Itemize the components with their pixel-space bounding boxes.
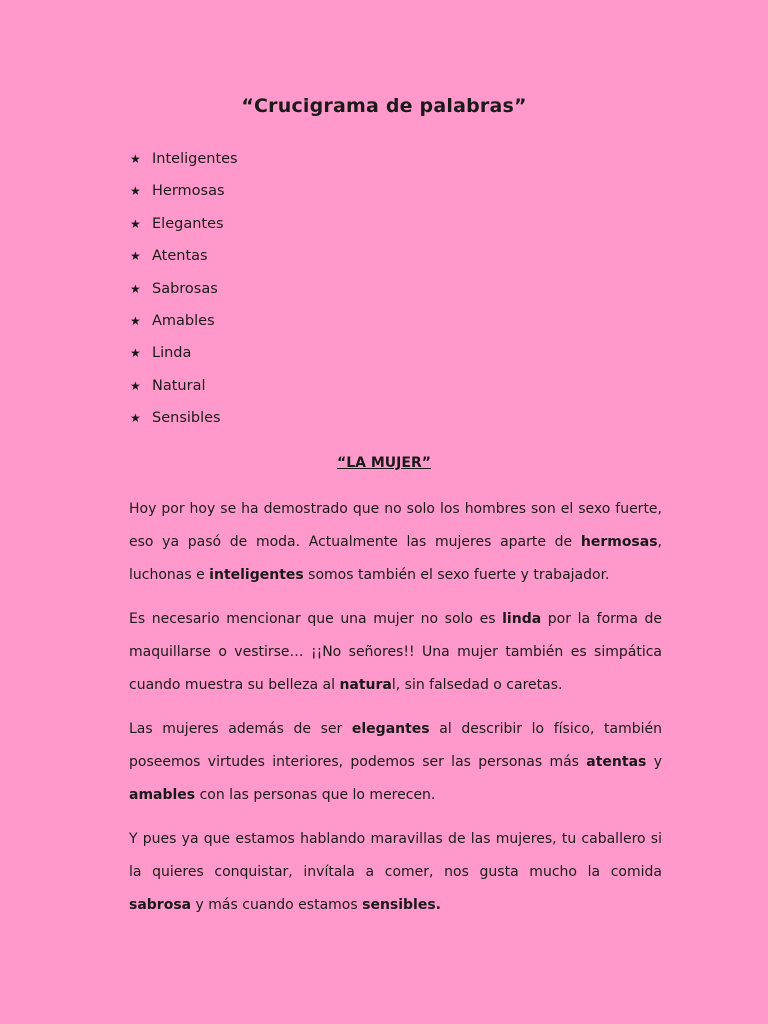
highlighted-word: sensibles. (362, 897, 442, 913)
word-list-item (130, 212, 238, 244)
word-list-item (130, 244, 238, 276)
word-list-item (130, 309, 238, 341)
paragraph-text: Hoy por hoy se ha demostrado que no solo los hombres son el sexo fuerte, eso ya pasó de moda. Actualmente las mujeres aparte de (129, 501, 662, 550)
paragraph-2 (129, 603, 662, 702)
star-icon: ★ (130, 184, 141, 199)
paragraph-text: y (646, 754, 662, 770)
paragraph-text: al describir lo físico, también poseemos virtudes interiores, podemos ser las personas más (129, 721, 663, 770)
paragraph-1 (129, 493, 662, 592)
highlighted-word: atentas (586, 754, 647, 770)
paragraph-text: y más cuando estamos (191, 897, 363, 913)
word-list-item (130, 374, 238, 406)
word-list (130, 147, 238, 439)
word-label: Hermosas (152, 183, 225, 200)
paragraph-text: Las mujeres además de ser (129, 721, 352, 737)
page-title: “Crucigrama de palabras” (241, 95, 527, 117)
paragraph-text: con las personas que lo merecen. (195, 787, 436, 803)
star-icon: ★ (130, 378, 141, 393)
word-list-item (130, 147, 238, 179)
word-label: Amables (152, 312, 215, 329)
highlighted-word: linda (502, 611, 542, 627)
highlighted-word: natura (339, 677, 392, 693)
star-icon: ★ (130, 249, 141, 264)
paragraph-4 (129, 823, 662, 922)
highlighted-word: inteligentes (209, 567, 304, 583)
word-list-item (130, 341, 238, 373)
word-label: Sabrosas (152, 280, 218, 297)
highlighted-word: amables (129, 787, 196, 803)
star-icon: ★ (130, 216, 141, 231)
paragraph-text: Y pues ya que estamos hablando maravillas de las mujeres, tu caballero si la quieres conquistar, invítala a comer, nos gusta mucho la comida (129, 831, 662, 880)
star-icon: ★ (130, 313, 141, 328)
word-label: Elegantes (152, 215, 224, 232)
word-list-item (130, 277, 238, 309)
paragraph-text: Es necesario mencionar que una mujer no solo es (129, 611, 503, 627)
paragraph-text: somos también el sexo fuerte y trabajador. (303, 567, 610, 583)
paragraph-3 (129, 713, 662, 812)
word-list-item (130, 406, 238, 438)
word-label: Natural (152, 377, 206, 394)
star-icon: ★ (130, 346, 141, 361)
paragraph-text: por la forma de maquillarse o vestirse… ¡¡No señores!! Una mujer también es simpática cuando muestra su belleza al (129, 611, 663, 693)
word-label: Sensibles (152, 410, 221, 427)
highlighted-word: sabrosa (129, 897, 192, 913)
highlighted-word: hermosas (580, 534, 658, 550)
section-title: “LA MUJER” (337, 455, 431, 471)
star-icon: ★ (130, 281, 141, 296)
word-list-item (130, 179, 238, 211)
word-label: Linda (152, 345, 192, 362)
word-label: Atentas (152, 248, 208, 265)
star-icon: ★ (130, 152, 141, 166)
highlighted-word: elegantes (351, 721, 430, 737)
star-icon: ★ (130, 411, 141, 426)
paragraph-text: l, sin falsedad o caretas. (391, 677, 563, 693)
paragraph-text: , luchonas e (129, 534, 662, 583)
word-label: Inteligentes (152, 151, 238, 167)
